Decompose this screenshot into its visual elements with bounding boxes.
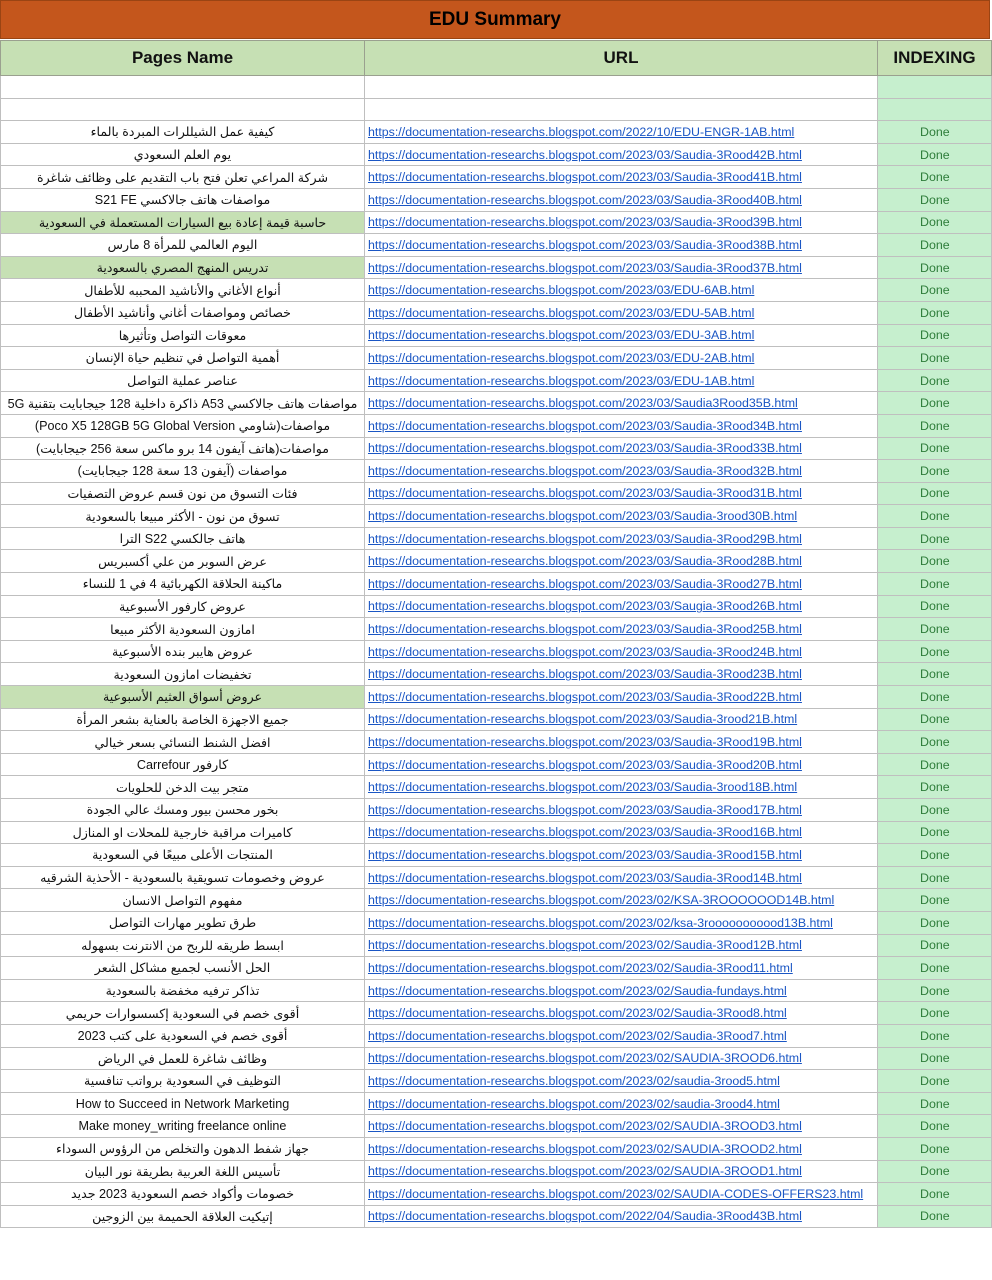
url-link-cell[interactable]: https://documentation-researchs.blogspot.com/2023/03/Saudia-3Rood42B.html [365,143,878,166]
indexing-status-cell[interactable]: Done [878,708,992,731]
page-name-cell[interactable]: امازون السعودية الأكثر مبيعا [1,618,365,641]
indexing-status-cell[interactable]: Done [878,1137,992,1160]
indexing-status-cell[interactable]: Done [878,1092,992,1115]
table-row [1,505,992,528]
indexing-status-cell[interactable]: Done [878,844,992,867]
url-link-cell[interactable]: https://documentation-researchs.blogspot.com/2023/02/ksa-3rooooooooood13B.html [365,911,878,934]
table-row [1,618,992,641]
url-link-cell[interactable]: https://documentation-researchs.blogspot.com/2023/03/Saudia3Rood35B.html [365,392,878,415]
page-name-cell[interactable]: مواصفات (آيفون 13 سعة 128 جيجابايت) [1,460,365,483]
table-row [1,708,992,731]
page-name-cell[interactable]: التوظيف في السعودية برواتب تنافسية [1,1070,365,1093]
url-link-cell[interactable]: https://documentation-researchs.blogspot.com/2023/03/Saudia-3Rood19B.html [365,731,878,754]
table-row [1,573,992,596]
indexing-status-cell[interactable]: Done [878,505,992,528]
url-link-cell[interactable]: https://documentation-researchs.blogspot.com/2023/03/Saudia-3Rood34B.html [365,414,878,437]
url-link-cell[interactable]: https://documentation-researchs.blogspot.com/2023/03/EDU-2AB.html [365,347,878,370]
page-name-cell[interactable]: شركة المراعي تعلن فتح باب التقديم على وظائف شاغرة [1,166,365,189]
page-name-cell[interactable]: عروض أسواق العثيم الأسبوعية [1,686,365,709]
indexing-status-cell[interactable]: Done [878,279,992,302]
url-link-cell[interactable]: https://documentation-researchs.blogspot.com/2023/03/Saudia-3Rood27B.html [365,573,878,596]
table-row [1,324,992,347]
page-name-cell[interactable]: Make money_writing freelance online [1,1115,365,1138]
page-name-cell[interactable]: تسوق من نون - الأكثر مبيعا بالسعودية [1,505,365,528]
url-link-cell[interactable]: https://documentation-researchs.blogspot.com/2023/03/Saudia-3Rood14B.html [365,866,878,889]
table-row [1,1115,992,1138]
page-name-cell[interactable]: مفهوم التواصل الانسان [1,889,365,912]
indexing-status-cell[interactable]: Done [878,1205,992,1228]
table-row [1,934,992,957]
indexing-status-cell[interactable]: Done [878,166,992,189]
url-link-cell[interactable]: https://documentation-researchs.blogspot.com/2023/03/Saudia-3Rood24B.html [365,640,878,663]
table-row [1,821,992,844]
indexing-status-cell[interactable]: Done [878,686,992,709]
page-name-cell[interactable]: معوقات التواصل وتأثيرها [1,324,365,347]
table-row [1,460,992,483]
indexing-status-cell[interactable]: Done [878,482,992,505]
table-row [1,550,992,573]
page-name-cell[interactable]: المنتجات الأعلى مبيعًا في السعودية [1,844,365,867]
indexing-status-cell[interactable]: Done [878,1002,992,1025]
table-row [1,414,992,437]
indexing-status-cell[interactable]: Done [878,301,992,324]
url-link-cell[interactable]: https://documentation-researchs.blogspot.com/2023/03/Saudia-3Rood23B.html [365,663,878,686]
page-name-cell[interactable]: مواصفات(شاومي Poco X5 128GB 5G Global Version) [1,414,365,437]
url-link-cell[interactable] [365,98,878,121]
url-link-cell[interactable]: https://documentation-researchs.blogspot.com/2023/02/SAUDIA-3ROOD1.html [365,1160,878,1183]
table-row [1,143,992,166]
table-row [1,799,992,822]
page-name-cell[interactable]: أنواع الأغاني والأناشيد المحببه للأطفال [1,279,365,302]
table-row [1,1070,992,1093]
page-name-cell[interactable]: أهمية التواصل في تنظيم حياة الإنسان [1,347,365,370]
indexing-status-cell[interactable]: Done [878,392,992,415]
page-name-cell[interactable]: كيفية عمل الشيللرات المبردة بالماء [1,121,365,144]
sheet-title: EDU Summary [0,0,990,39]
table-row [1,866,992,889]
table-row [1,98,992,121]
indexing-status-cell[interactable]: Done [878,799,992,822]
table-row [1,979,992,1002]
indexing-status-cell[interactable]: Done [878,211,992,234]
table-row [1,166,992,189]
url-link-cell[interactable]: https://documentation-researchs.blogspot.com/2023/03/Saudia-3Rood16B.html [365,821,878,844]
page-name-cell[interactable]: متجر بيت الدخن للحلويات [1,776,365,799]
page-name-cell[interactable]: بخور محسن بيور ومسك عالي الجودة [1,799,365,822]
page-name-cell[interactable]: ماكينة الحلاقة الكهربائية 4 في 1 للنساء [1,573,365,596]
table-row [1,889,992,912]
page-name-cell[interactable] [1,98,365,121]
page-name-cell[interactable]: طرق تطوير مهارات التواصل [1,911,365,934]
indexing-status-cell[interactable]: Done [878,776,992,799]
url-link-cell[interactable] [365,76,878,99]
indexing-status-cell[interactable]: Done [878,121,992,144]
table-row [1,347,992,370]
indexing-status-cell[interactable]: Done [878,753,992,776]
url-link-cell[interactable]: https://documentation-researchs.blogspot.com/2023/02/SAUDIA-3ROOD3.html [365,1115,878,1138]
table-row [1,1092,992,1115]
indexing-status-cell[interactable]: Done [878,821,992,844]
header-indexing[interactable]: INDEXING [878,41,992,76]
page-name-cell[interactable]: تدريس المنهج المصري بالسعودية [1,256,365,279]
table-row [1,437,992,460]
indexing-status-cell[interactable]: Done [878,143,992,166]
table-row [1,663,992,686]
url-link-cell[interactable]: https://documentation-researchs.blogspot.com/2023/03/Saudia-3Rood31B.html [365,482,878,505]
table-row [1,256,992,279]
url-link-cell[interactable]: https://documentation-researchs.blogspot.com/2022/04/Saudia-3Rood43B.html [365,1205,878,1228]
url-link-cell[interactable]: https://documentation-researchs.blogspot.com/2023/02/Saudia-3Rood11.html [365,957,878,980]
table-row [1,776,992,799]
page-name-cell[interactable]: مواصفات هاتف جالاكسي S21 FE [1,188,365,211]
url-link-cell[interactable]: https://documentation-researchs.blogspot.com/2023/02/Saudia-fundays.html [365,979,878,1002]
indexing-status-cell[interactable]: Done [878,1115,992,1138]
table-row [1,76,992,99]
url-link-cell[interactable]: https://documentation-researchs.blogspot.com/2023/03/Saudia-3Rood17B.html [365,799,878,822]
page-name-cell[interactable]: اليوم العالمي للمرأة 8 مارس [1,234,365,257]
table-row [1,279,992,302]
table-row [1,1205,992,1228]
page-name-cell[interactable]: عناصر عملية التواصل [1,369,365,392]
url-link-cell[interactable]: https://documentation-researchs.blogspot.com/2023/02/KSA-3ROOOOOOD14B.html [365,889,878,912]
page-name-cell[interactable]: ابسط طريقه للربح من الانترنت بسهوله [1,934,365,957]
indexing-status-cell[interactable]: Done [878,911,992,934]
page-name-cell[interactable]: جميع الاجهزة الخاصة بالعناية بشعر المرأة [1,708,365,731]
table-row [1,188,992,211]
indexing-status-cell[interactable]: Done [878,369,992,392]
table-row [1,1047,992,1070]
table-row [1,753,992,776]
page-name-cell[interactable]: حاسبة قيمة إعادة بيع السيارات المستعملة في السعودية [1,211,365,234]
indexing-status-cell[interactable]: Done [878,979,992,1002]
page-name-cell[interactable]: أقوى خصم في السعودية على كتب 2023 [1,1024,365,1047]
indexing-status-cell[interactable]: Done [878,437,992,460]
page-name-cell[interactable]: عروض وخصومات تسويقية بالسعودية - الأحذية الشرقيه [1,866,365,889]
indexing-status-cell[interactable]: Done [878,324,992,347]
url-link-cell[interactable]: https://documentation-researchs.blogspot.com/2023/03/Saudia-3Rood33B.html [365,437,878,460]
indexing-status-cell[interactable]: Done [878,934,992,957]
page-name-cell[interactable]: إتيكيت العلاقة الحميمة بين الزوجين [1,1205,365,1228]
indexing-status-cell[interactable]: Done [878,1160,992,1183]
url-link-cell[interactable]: https://documentation-researchs.blogspot.com/2023/03/EDU-5AB.html [365,301,878,324]
page-name-cell[interactable]: هاتف جالكسي S22 الترا [1,527,365,550]
indexing-status-cell[interactable]: Done [878,414,992,437]
url-link-cell[interactable]: https://documentation-researchs.blogspot.com/2023/03/Saudia-3Rood41B.html [365,166,878,189]
url-link-cell[interactable]: https://documentation-researchs.blogspot.com/2022/10/EDU-ENGR-1AB.html [365,121,878,144]
table-row [1,234,992,257]
url-link-cell[interactable]: https://documentation-researchs.blogspot.com/2023/03/Saudia-3Rood20B.html [365,753,878,776]
table-row [1,527,992,550]
indexing-status-cell[interactable]: Done [878,889,992,912]
indexing-status-cell[interactable]: Done [878,460,992,483]
table-row [1,957,992,980]
page-name-cell[interactable]: عروض هايبر بنده الأسبوعية [1,640,365,663]
table-row [1,121,992,144]
table-row [1,595,992,618]
page-name-cell[interactable]: أقوى خصم في السعودية إكسسوارات حريمي [1,1002,365,1025]
page-name-cell[interactable]: مواصفات(هاتف آيفون 14 برو ماكس سعة 256 جيجابايت) [1,437,365,460]
url-link-cell[interactable]: https://documentation-researchs.blogspot.com/2023/03/Saudia-3Rood28B.html [365,550,878,573]
table-row [1,1002,992,1025]
table-row [1,369,992,392]
indexing-status-cell[interactable]: Done [878,256,992,279]
url-link-cell[interactable]: https://documentation-researchs.blogspot.com/2023/03/EDU-6AB.html [365,279,878,302]
header-row [1,41,992,76]
url-link-cell[interactable]: https://documentation-researchs.blogspot.com/2023/03/Saudia-3Rood39B.html [365,211,878,234]
page-name-cell[interactable]: جهاز شفط الدهون والتخلص من الرؤوس السوداء [1,1137,365,1160]
table-row [1,211,992,234]
page-name-cell[interactable]: يوم العلم السعودي [1,143,365,166]
url-link-cell[interactable]: https://documentation-researchs.blogspot.com/2023/03/Saudia-3Rood37B.html [365,256,878,279]
page-name-cell[interactable]: خصائص ومواصفات أغاني وأناشيد الأطفال [1,301,365,324]
indexing-status-cell[interactable]: Done [878,640,992,663]
indexing-status-cell[interactable] [878,98,992,121]
table-row [1,301,992,324]
page-name-cell[interactable]: افضل الشنط النسائي بسعر خيالي [1,731,365,754]
indexing-status-cell[interactable]: Done [878,618,992,641]
table-row [1,1183,992,1206]
table-row [1,1024,992,1047]
page-name-cell[interactable]: تخفيضات امازون السعودية [1,663,365,686]
table-row [1,1160,992,1183]
url-link-cell[interactable]: https://documentation-researchs.blogspot.com/2023/03/Saudia-3Rood15B.html [365,844,878,867]
indexing-status-cell[interactable]: Done [878,188,992,211]
page-name-cell[interactable]: تذاكر ترفيه مخفضة بالسعودية [1,979,365,1002]
indexing-status-cell[interactable] [878,76,992,99]
table-row [1,640,992,663]
url-link-cell[interactable]: https://documentation-researchs.blogspot.com/2023/02/saudia-3rood5.html [365,1070,878,1093]
url-link-cell[interactable]: https://documentation-researchs.blogspot.com/2023/03/Saudia-3Rood32B.html [365,460,878,483]
indexing-status-cell[interactable]: Done [878,866,992,889]
page-name-cell[interactable]: عرض السوبر من علي أكسبريس [1,550,365,573]
indexing-status-cell[interactable]: Done [878,550,992,573]
page-name-cell[interactable]: وظائف شاغرة للعمل في الرياض [1,1047,365,1070]
page-name-cell[interactable]: الحل الأنسب لجميع مشاكل الشعر [1,957,365,980]
table-row [1,731,992,754]
indexing-status-cell[interactable]: Done [878,347,992,370]
table-row [1,686,992,709]
url-link-cell[interactable]: https://documentation-researchs.blogspot.com/2023/03/Saudia-3Rood40B.html [365,188,878,211]
indexing-status-cell[interactable]: Done [878,1070,992,1093]
indexing-status-cell[interactable]: Done [878,1024,992,1047]
pages-table [0,40,992,1228]
url-link-cell[interactable]: https://documentation-researchs.blogspot.com/2023/02/SAUDIA-CODES-OFFERS23.html [365,1183,878,1206]
url-link-cell[interactable]: https://documentation-researchs.blogspot.com/2023/03/Saudia-3Rood29B.html [365,527,878,550]
page-name-cell[interactable]: عروض كارفور الأسبوعية [1,595,365,618]
header-url[interactable]: URL [365,41,878,76]
url-link-cell[interactable]: https://documentation-researchs.blogspot.com/2023/03/Saugia-3Rood26B.html [365,595,878,618]
page-name-cell[interactable]: كاميرات مراقبة خارجية للمحلات او المنازل [1,821,365,844]
page-name-cell[interactable]: مواصفات هاتف جالاكسي A53 ذاكرة داخلية 128 جيجابايت بتقنية 5G [1,392,365,415]
table-row [1,482,992,505]
page-name-cell[interactable]: فئات التسوق من نون قسم عروض التصفيات [1,482,365,505]
url-link-cell[interactable]: https://documentation-researchs.blogspot.com/2023/02/Saudia-3Rood7.html [365,1024,878,1047]
header-pages-name[interactable]: Pages Name [1,41,365,76]
url-link-cell[interactable]: https://documentation-researchs.blogspot.com/2023/02/SAUDIA-3ROOD2.html [365,1137,878,1160]
page-name-cell[interactable]: How to Succeed in Network Marketing [1,1092,365,1115]
url-link-cell[interactable]: https://documentation-researchs.blogspot.com/2023/03/Saudia-3rood18B.html [365,776,878,799]
indexing-status-cell[interactable]: Done [878,1183,992,1206]
table-row [1,1137,992,1160]
indexing-status-cell[interactable]: Done [878,1047,992,1070]
url-link-cell[interactable]: https://documentation-researchs.blogspot.com/2023/02/SAUDIA-3ROOD6.html [365,1047,878,1070]
indexing-status-cell[interactable]: Done [878,573,992,596]
indexing-status-cell[interactable]: Done [878,527,992,550]
url-link-cell[interactable]: https://documentation-researchs.blogspot.com/2023/03/EDU-1AB.html [365,369,878,392]
url-link-cell[interactable]: https://documentation-researchs.blogspot.com/2023/03/EDU-3AB.html [365,324,878,347]
indexing-status-cell[interactable]: Done [878,663,992,686]
url-link-cell[interactable]: https://documentation-researchs.blogspot.com/2023/02/Saudia-3Rood12B.html [365,934,878,957]
table-row [1,911,992,934]
url-link-cell[interactable]: https://documentation-researchs.blogspot.com/2023/03/Saudia-3rood30B.html [365,505,878,528]
page-name-cell[interactable]: كارفور Carrefour [1,753,365,776]
url-link-cell[interactable]: https://documentation-researchs.blogspot.com/2023/03/Saudia-3Rood38B.html [365,234,878,257]
indexing-status-cell[interactable]: Done [878,234,992,257]
page-name-cell[interactable]: خصومات وأكواد خصم السعودية 2023 جديد [1,1183,365,1206]
indexing-status-cell[interactable]: Done [878,595,992,618]
url-link-cell[interactable]: https://documentation-researchs.blogspot.com/2023/03/Saudia-3Rood25B.html [365,618,878,641]
url-link-cell[interactable]: https://documentation-researchs.blogspot.com/2023/03/Saudia-3rood21B.html [365,708,878,731]
table-row [1,844,992,867]
url-link-cell[interactable]: https://documentation-researchs.blogspot.com/2023/02/saudia-3rood4.html [365,1092,878,1115]
url-link-cell[interactable]: https://documentation-researchs.blogspot.com/2023/03/Saudia-3Rood22B.html [365,686,878,709]
url-link-cell[interactable]: https://documentation-researchs.blogspot.com/2023/02/Saudia-3Rood8.html [365,1002,878,1025]
table-row [1,392,992,415]
indexing-status-cell[interactable]: Done [878,957,992,980]
page-name-cell[interactable] [1,76,365,99]
indexing-status-cell[interactable]: Done [878,731,992,754]
page-name-cell[interactable]: تأسيس اللغة العربية بطريقة نور البيان [1,1160,365,1183]
